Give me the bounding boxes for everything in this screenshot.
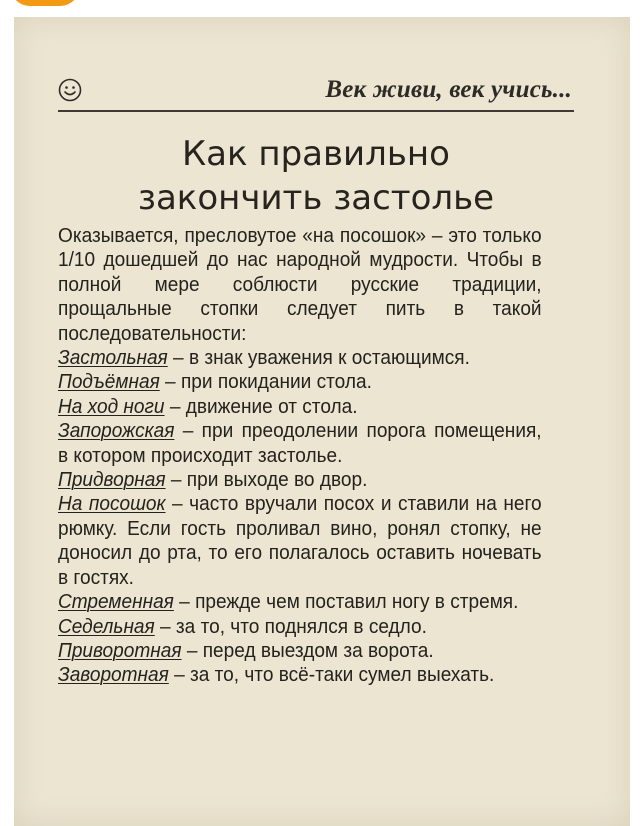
toast-term: На посошок	[58, 492, 166, 516]
dash-separator: –	[154, 614, 176, 638]
section-title: Век живи, век учись...	[325, 76, 572, 103]
dash-separator: –	[165, 492, 190, 516]
list-item	[58, 419, 542, 468]
dash-separator: –	[167, 346, 189, 370]
section-header	[58, 74, 574, 112]
list-item	[58, 590, 542, 614]
toast-term: Придворная	[58, 468, 166, 492]
toast-description: часто вручали посох и ставили на него рюмку. Если гость проливал вино, ронял стопку, не доносил до рта, то его полагалось оставить ночевать в гостях.	[58, 492, 542, 589]
toast-term: Заворотная	[58, 663, 169, 687]
list-item	[58, 468, 542, 492]
toast-term: Седельная	[58, 614, 155, 638]
list-item	[58, 663, 542, 687]
toast-description: перед выездом за ворота.	[202, 638, 434, 662]
toast-description: в знак уважения к остающимся.	[188, 346, 470, 370]
toast-term: Стременная	[58, 590, 174, 614]
smiley-face-icon	[58, 78, 82, 102]
toast-term: Подъёмная	[58, 370, 160, 394]
toast-term: Застольная	[58, 346, 168, 370]
list-item	[58, 346, 542, 370]
list-item	[58, 370, 542, 394]
toast-description: за то, что всё-таки сумел выехать.	[190, 663, 495, 687]
toast-description: прежде чем поставил ногу в стремя.	[195, 590, 519, 614]
toast-description: при выходе во двор.	[186, 468, 368, 492]
article-title	[58, 132, 574, 220]
list-item	[58, 615, 542, 639]
list-item	[58, 492, 542, 590]
toast-term: Запорожская	[58, 419, 175, 443]
article-title-line: Как правильно	[182, 134, 450, 174]
toast-description: при преодолении порога помещения, в котором происходит застолье.	[58, 419, 542, 467]
dash-separator: –	[181, 638, 203, 662]
toast-description: при покидании стола.	[180, 370, 372, 394]
dash-separator: –	[174, 419, 202, 443]
article-title-line: закончить застолье	[137, 178, 495, 218]
dash-separator: –	[164, 394, 186, 418]
toast-term: На ход ноги	[58, 394, 165, 418]
article-body	[58, 224, 542, 688]
list-item	[58, 395, 542, 419]
list-item	[58, 639, 542, 663]
dash-separator: –	[159, 370, 181, 394]
toast-description: за то, что поднялся в седло.	[175, 614, 427, 638]
dash-separator: –	[165, 468, 187, 492]
orange-decoration	[10, 0, 80, 6]
dash-separator: –	[168, 663, 191, 687]
toast-term: Приворотная	[58, 638, 182, 662]
intro-paragraph: Оказывается, пресловутое «на посошок» – это только 1/10 дошедшей до нас народной мудрости. Чтобы в полной мере соблюсти русские традиции, прощальные стопки следует пить в такой последовательности:	[58, 224, 542, 345]
dash-separator: –	[173, 590, 196, 614]
toast-description: движение от стола.	[185, 394, 358, 418]
